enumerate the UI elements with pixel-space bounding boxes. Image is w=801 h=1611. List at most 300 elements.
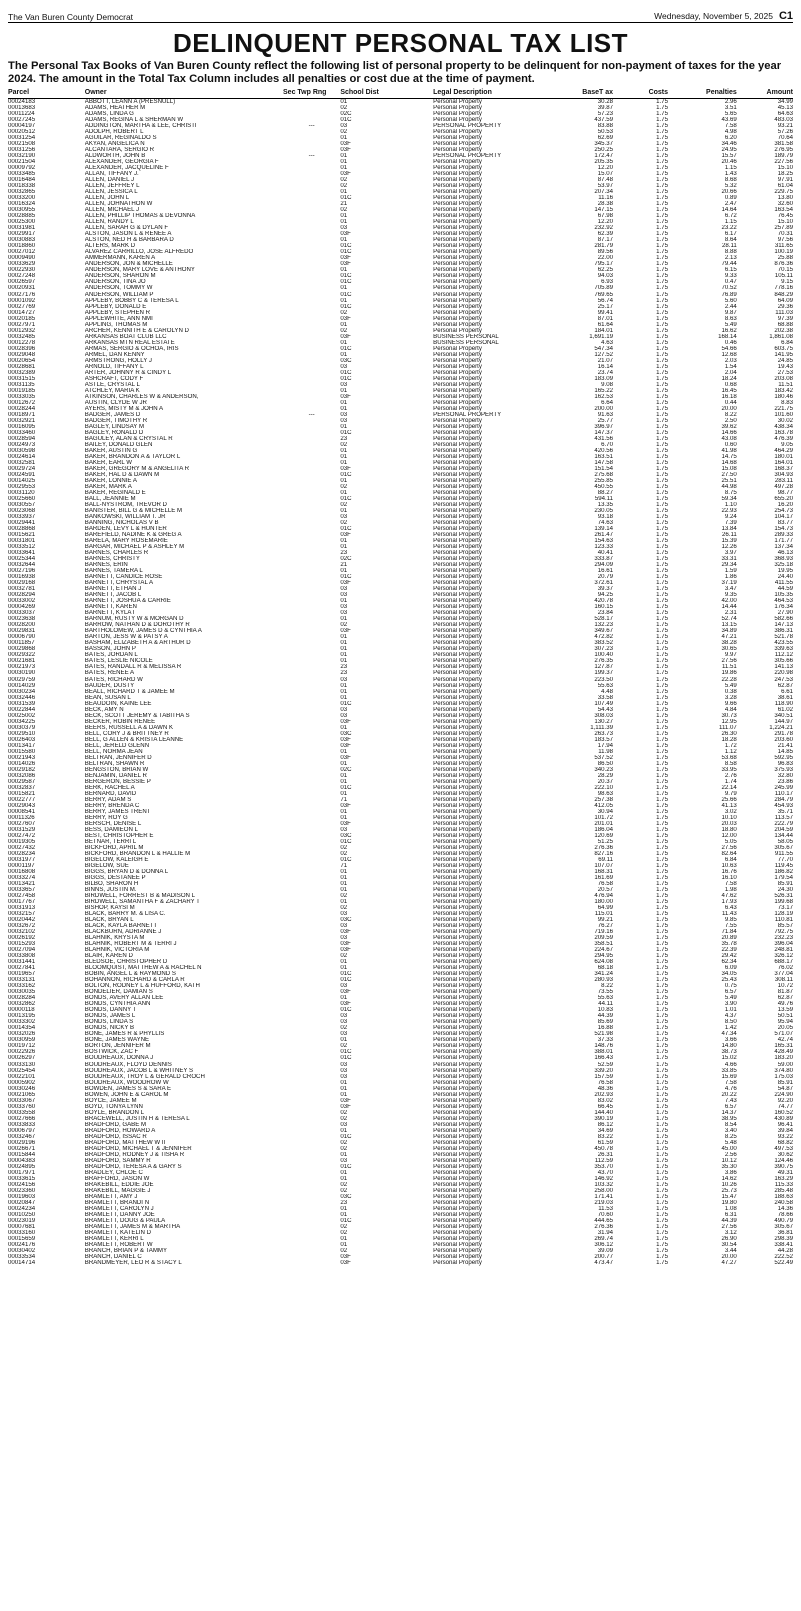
legal-description-cell: Personal Property: [433, 977, 482, 984]
amount-cell: 375.93: [774, 766, 793, 773]
school-dist-cell: 01: [340, 899, 348, 906]
owner-cell: ALDWORTH, JOHN B: [84, 153, 146, 160]
legal-description-cell: Personal Property: [433, 941, 482, 948]
penalties-cell: 20.03: [721, 820, 737, 827]
costs-cell: 1.75: [656, 435, 669, 442]
owner-cell: ATKINSON, CHARLES W & ANDERSON,: [84, 393, 199, 400]
parcel-cell: 00006790: [8, 634, 36, 641]
legal-description-cell: Personal Property: [433, 315, 482, 322]
penalties-cell: 1.10: [724, 502, 737, 509]
owner-cell: ANDERSON, WILLIAM P: [84, 291, 154, 298]
base-tax-cell: 127.52: [594, 351, 614, 358]
penalties-cell: 28.11: [721, 243, 737, 250]
base-tax-cell: 62.25: [597, 267, 614, 274]
school-dist-cell: 01C: [340, 526, 352, 533]
legal-description-cell: Personal Property: [433, 195, 482, 202]
owner-cell: AKYAN, ANGELICA N: [84, 141, 145, 148]
school-dist-cell: 02: [340, 1229, 348, 1236]
sec-twp-rng-cell: ---: [308, 123, 315, 130]
owner-cell: BONDS, NICKY B: [84, 1025, 135, 1032]
amount-cell: 141.95: [774, 351, 793, 358]
legal-description-cell: Personal Property: [433, 502, 482, 509]
penalties-cell: 30.54: [721, 1241, 737, 1248]
amount-cell: 98.77: [777, 490, 793, 497]
amount-cell: 92.20: [777, 1097, 793, 1104]
amount-cell: 160.52: [774, 1109, 793, 1116]
owner-cell: ALLEN, DANIEL J: [84, 177, 134, 184]
parcel-cell: 00031529: [8, 826, 36, 833]
amount-cell: 304.93: [774, 471, 793, 478]
parcel-cell: 00013417: [8, 742, 36, 749]
amount-cell: 188.63: [774, 1193, 793, 1200]
amount-cell: 430.89: [774, 1115, 793, 1122]
amount-cell: 338.41: [774, 1241, 793, 1248]
owner-cell: BAGULEY, ALAN & CRYSTAL R: [84, 435, 173, 442]
parcel-cell: 00028681: [8, 363, 36, 370]
costs-cell: 1.75: [656, 411, 669, 418]
amount-cell: 224.90: [774, 1091, 793, 1098]
owner-cell: BONDS, AVERY ALLAN LEE: [84, 995, 164, 1002]
parcel-cell: 00033131: [8, 977, 36, 984]
legal-description-cell: Personal Property: [433, 1121, 482, 1128]
amount-cell: 110.81: [774, 917, 793, 924]
legal-description-cell: Personal Property: [433, 1223, 482, 1230]
penalties-cell: 22.93: [721, 508, 737, 515]
base-tax-cell: 431.56: [594, 435, 614, 442]
legal-description-cell: Personal Property: [433, 682, 482, 689]
school-dist-cell: 01: [340, 1205, 348, 1212]
base-tax-cell: 162.53: [594, 393, 614, 400]
school-dist-cell: 01C: [340, 971, 352, 978]
base-tax-cell: 345.37: [594, 141, 614, 148]
costs-cell: 1.75: [656, 1055, 669, 1062]
penalties-cell: 34.46: [721, 141, 737, 148]
legal-description-cell: Personal Property: [433, 393, 482, 400]
owner-cell: BINNS, JUSTIN M.: [84, 887, 137, 894]
legal-description-cell: Personal Property: [433, 1013, 482, 1020]
owner-cell: ALLEN, JOHNATHON W: [84, 201, 153, 208]
legal-description-cell: Personal Property: [433, 766, 482, 773]
amount-cell: 396.04: [774, 941, 793, 948]
penalties-cell: 70.52: [721, 285, 737, 292]
penalties-cell: 43.08: [721, 435, 737, 442]
owner-cell: BLAHNIK, VICTORIA M: [84, 947, 150, 954]
base-tax-cell: 68.18: [597, 965, 614, 972]
base-tax-cell: 139.14: [594, 526, 614, 533]
school-dist-cell: 71: [340, 862, 348, 869]
amount-cell: 64.09: [777, 297, 793, 304]
owner-cell: BARNES, TAMERA L: [84, 568, 143, 575]
amount-cell: 390.75: [774, 1163, 793, 1170]
parcel-cell: 00020847: [8, 1199, 36, 1206]
costs-cell: 1.75: [656, 923, 669, 930]
school-dist-cell: 01: [340, 652, 348, 659]
base-tax-cell: 450.55: [594, 484, 614, 490]
amount-cell: 112.12: [774, 652, 793, 659]
base-tax-cell: 22.00: [597, 255, 614, 262]
penalties-cell: 29.34: [721, 562, 737, 569]
penalties-cell: 168.14: [718, 333, 737, 340]
parcel-cell: 00029048: [8, 351, 36, 358]
costs-cell: 1.75: [656, 423, 669, 430]
amount-cell: 45.13: [777, 105, 793, 112]
parcel-cell: 00026671: [8, 1145, 36, 1152]
owner-cell: ALEXANDER, GEORGIA F: [84, 159, 159, 166]
amount-cell: 221.75: [774, 405, 793, 412]
penalties-cell: 41.13: [721, 802, 737, 809]
parcel-cell: 00004197: [8, 123, 36, 130]
parcel-cell: 00029322: [8, 652, 36, 659]
base-tax-cell: 115.01: [594, 911, 614, 918]
parcel-cell: 00029553: [8, 484, 36, 490]
costs-cell: 1.75: [656, 1019, 669, 1026]
penalties-cell: 18.80: [721, 826, 737, 833]
owner-cell: BERRY, BRENDA C: [84, 802, 140, 809]
penalties-cell: 1.86: [724, 574, 737, 581]
owner-cell: ALCANTARA, SERGIO R: [84, 147, 155, 154]
base-tax-cell: 420.56: [594, 447, 614, 454]
school-dist-cell: 02: [340, 1139, 348, 1146]
amount-cell: 14.36: [777, 1205, 793, 1212]
costs-cell: 1.75: [656, 357, 669, 364]
owner-cell: ARMSTRONG, HOLLY J: [84, 357, 152, 364]
base-tax-cell: 93.18: [597, 514, 614, 521]
penalties-cell: 26.30: [721, 730, 737, 737]
costs-cell: 1.75: [656, 1145, 669, 1152]
parcel-cell: 00030955: [8, 207, 36, 214]
school-dist-cell: 01C: [340, 784, 352, 791]
penalties-cell: 47.21: [721, 634, 737, 641]
owner-cell: BIGGS, DESTANEE P: [84, 875, 146, 882]
owner-cell: APPLING, THOMAS M: [84, 321, 148, 328]
parcel-cell: 00032672: [8, 923, 36, 930]
base-tax-cell: 76.58: [597, 881, 614, 888]
base-tax-cell: 769.65: [594, 291, 614, 298]
base-tax-cell: 33.58: [597, 694, 614, 701]
penalties-cell: 1.08: [724, 1205, 737, 1212]
school-dist-cell: 03: [340, 676, 348, 683]
school-dist-cell: 02: [340, 1109, 348, 1116]
parcel-cell: 00029196: [8, 1139, 36, 1146]
penalties-cell: 5.05: [724, 838, 737, 845]
owner-cell: BRAMLETT, DOUG & PAULA: [84, 1217, 166, 1224]
legal-description-cell: Personal Property: [433, 520, 482, 527]
penalties-cell: 79.44: [721, 261, 737, 268]
costs-cell: 1.75: [656, 315, 669, 322]
costs-cell: 1.75: [656, 730, 669, 737]
amount-cell: 96.41: [777, 1121, 793, 1128]
school-dist-cell: 02: [340, 105, 348, 112]
penalties-cell: 19.80: [721, 1199, 737, 1206]
costs-cell: 1.75: [656, 1097, 669, 1104]
base-tax-cell: 94.25: [597, 592, 614, 599]
parcel-cell: 00032190: [8, 153, 36, 160]
legal-description-cell: Personal Property: [433, 267, 482, 274]
penalties-cell: 1.74: [724, 778, 737, 785]
sec-twp-rng-cell: ---: [308, 411, 315, 418]
costs-cell: 1.75: [656, 1229, 669, 1236]
legal-description-cell: Personal Property: [433, 447, 482, 454]
amount-cell: 308.11: [774, 977, 793, 984]
owner-cell: BARNETT, JACOB L: [84, 592, 142, 599]
penalties-cell: 12.00: [721, 832, 737, 839]
costs-cell: 1.75: [656, 285, 669, 292]
costs-cell: 1.75: [656, 766, 669, 773]
school-dist-cell: 03: [340, 826, 348, 833]
school-dist-cell: 01: [340, 165, 348, 172]
penalties-cell: 16.18: [721, 393, 737, 400]
legal-description-cell: Personal Property: [433, 526, 482, 533]
base-tax-cell: 85.69: [597, 1019, 614, 1026]
amount-cell: 9.05: [781, 441, 793, 448]
penalties-cell: 45.00: [721, 1145, 737, 1152]
legal-description-cell: Personal Property: [433, 676, 482, 683]
page-header: [8, 0, 793, 23]
penalties-cell: 3.28: [724, 694, 737, 701]
penalties-cell: 111.07: [719, 724, 737, 731]
amount-cell: 283.11: [774, 477, 793, 484]
school-dist-cell: 03F: [340, 929, 351, 936]
amount-cell: 62.87: [777, 682, 793, 689]
owner-cell: AYERS, MISTY M & JOHN A: [84, 405, 164, 412]
costs-cell: 1.75: [656, 887, 669, 894]
sec-twp-rng-cell: [283, 1260, 340, 1266]
legal-description-cell: Personal Property: [433, 772, 482, 779]
school-dist-cell: 02: [340, 893, 348, 900]
legal-description-cell: Personal Property: [433, 1145, 482, 1152]
owner-cell: BOYCE, JAMEE M: [84, 1097, 137, 1104]
legal-description-cell: Personal Property: [433, 700, 482, 707]
school-dist-cell: 01: [340, 772, 348, 779]
amount-cell: 6.61: [781, 688, 793, 695]
base-tax-cell: 263.73: [594, 730, 614, 737]
base-tax-cell: 171.41: [594, 1193, 614, 1200]
school-dist-cell: 01: [340, 285, 348, 292]
owner-cell: BETNAR, TERRI L: [84, 838, 137, 845]
penalties-cell: 1.15: [724, 219, 737, 226]
owner-cell: BRADFORD, MICHAEL T & JENNIFER: [84, 1145, 192, 1152]
costs-cell: 1.75: [656, 496, 669, 503]
base-tax-cell: 165.22: [594, 387, 614, 394]
school-dist-cell: 03F: [340, 628, 351, 635]
owner-cell: ABBOTT, LEANN A (PRESNULL): [84, 98, 176, 105]
amount-cell: 97.91: [777, 177, 793, 184]
amount-cell: 85.91: [777, 881, 793, 888]
penalties-cell: 25.66: [721, 796, 737, 803]
penalties-cell: 14.62: [721, 1175, 737, 1182]
amount-cell: 176.34: [774, 604, 793, 611]
owner-cell: BEAN, SUSAN L: [84, 694, 131, 701]
legal-description-cell: Personal Property: [433, 508, 482, 515]
legal-description-cell: Personal Property: [433, 363, 482, 370]
owner-cell: ADAMS, LINDA G: [84, 111, 134, 118]
penalties-cell: 38.73: [721, 1049, 737, 1056]
costs-cell: 1.75: [656, 742, 669, 749]
legal-description-cell: Personal Property: [433, 171, 482, 178]
penalties-cell: 1.98: [724, 887, 737, 894]
legal-description-cell: Personal Property: [433, 670, 482, 677]
parcel-cell: 00024156: [8, 1181, 36, 1188]
owner-cell: BRADFORD, MATTHEW W II: [84, 1139, 166, 1146]
penalties-cell: 16.10: [721, 875, 737, 882]
parcel-cell: 00028284: [8, 995, 36, 1002]
costs-cell: 1.75: [656, 514, 669, 521]
base-tax-cell: 12.20: [597, 165, 614, 172]
owner-cell: BLACK, KAYLA BARNETT: [84, 923, 158, 930]
penalties-cell: 6.84: [724, 856, 737, 863]
parcel-cell: 00033067: [8, 1097, 36, 1104]
school-dist-cell: 01: [340, 959, 348, 966]
penalties-cell: 39.62: [721, 423, 737, 430]
costs-cell: 1.75: [656, 98, 669, 105]
penalties-cell: 3.02: [724, 808, 737, 815]
penalties-cell: 3.40: [724, 1127, 737, 1134]
base-tax-cell: 147.58: [594, 459, 614, 466]
parcel-cell: 00009490: [8, 255, 36, 262]
parcel-cell: 00027769: [8, 303, 36, 310]
penalties-cell: 8.63: [724, 315, 737, 322]
costs-cell: 1.75: [656, 820, 669, 827]
owner-cell: BADGER, JAMES D: [84, 411, 141, 418]
legal-description-cell: Personal Property: [433, 634, 482, 641]
amount-cell: 68.88: [777, 321, 793, 328]
penalties-cell: 5.48: [724, 1139, 737, 1146]
legal-description-cell: Personal Property: [433, 989, 482, 996]
school-dist-cell: 03: [340, 712, 348, 719]
legal-description-cell: Personal Property: [433, 441, 482, 448]
school-dist-cell: 01: [340, 1091, 348, 1098]
amount-cell: 374.80: [774, 1067, 793, 1074]
parcel-cell: 00022777: [8, 796, 36, 803]
legal-description-cell: Personal Property: [433, 532, 482, 539]
base-tax-cell: 202.93: [594, 1091, 614, 1098]
amount-cell: 490.79: [774, 1217, 793, 1224]
parcel-cell: 00033833: [8, 1121, 36, 1128]
school-dist-cell: 03: [340, 592, 348, 599]
legal-description-cell: Personal Property: [433, 971, 482, 978]
parcel-cell: 00033200: [8, 195, 36, 202]
base-tax-cell: 4.63: [601, 339, 614, 346]
costs-cell: 1.75: [656, 225, 669, 232]
parcel-cell: 00023638: [8, 616, 36, 623]
school-dist-cell: 01: [340, 724, 348, 731]
school-dist-cell: 03: [340, 911, 348, 918]
legal-description-cell: Personal Property: [433, 652, 482, 659]
costs-cell: 1.75: [656, 417, 669, 424]
school-dist-cell: 01C: [340, 574, 352, 581]
costs-cell: 1.75: [656, 893, 669, 900]
base-tax-cell: 99.21: [597, 917, 614, 924]
legal-description-cell: BUSINESS PERSONAL: [433, 333, 499, 340]
amount-cell: 24.85: [777, 357, 793, 364]
base-tax-cell: 163.51: [594, 453, 614, 460]
school-dist-cell: 03: [340, 604, 348, 611]
owner-cell: ANDERSON, MARY LOVE & ANTHONY: [84, 267, 195, 274]
legal-description-cell: Personal Property: [433, 279, 482, 286]
amount-cell: 571.07: [774, 1031, 793, 1038]
owner-cell: BONDELIER, DAMIAN S: [84, 989, 153, 996]
base-tax-cell: 87.17: [597, 237, 614, 244]
school-dist-cell: 03F: [340, 147, 351, 154]
legal-description-cell: Personal Property: [433, 754, 482, 761]
legal-description-cell: Personal Property: [433, 965, 482, 972]
amount-cell: 792.75: [774, 929, 793, 936]
owner-cell: BARROW, NATHAN D & DOROTHY R: [84, 622, 190, 629]
amount-cell: 73.17: [777, 905, 793, 912]
legal-description-cell: Personal Property: [433, 141, 482, 148]
amount-cell: 62.87: [777, 995, 793, 1002]
penalties-cell: 4.98: [724, 129, 737, 136]
parcel-cell: 00033641: [8, 550, 36, 557]
legal-description-cell: Personal Property: [433, 261, 482, 268]
school-dist-cell: 01: [340, 881, 348, 888]
parcel-cell: 00030402: [8, 1247, 36, 1254]
school-dist-cell: 02: [340, 844, 348, 851]
amount-cell: 164.01: [774, 459, 793, 466]
owner-cell: BONDS, JAMES L: [84, 1013, 136, 1020]
school-dist-cell: 02: [340, 622, 348, 629]
parcel-cell: 00031120: [8, 490, 35, 497]
penalties-cell: 2.47: [724, 201, 737, 208]
costs-cell: 1.75: [656, 321, 669, 328]
costs-cell: 1.75: [656, 273, 669, 280]
base-tax-cell: 261.47: [594, 532, 614, 539]
parcel-cell: 00005902: [8, 1079, 36, 1086]
penalties-cell: 20.22: [721, 1091, 737, 1098]
base-tax-cell: 161.69: [594, 875, 614, 882]
legal-description-cell: Personal Property: [433, 1163, 482, 1170]
parcel-cell: 00032102: [8, 929, 36, 936]
base-tax-cell: 11.98: [598, 748, 614, 755]
costs-cell: 1.75: [656, 117, 669, 124]
costs-cell: 1.75: [656, 772, 669, 779]
base-tax-cell: 39.87: [597, 105, 614, 112]
penalties-cell: 12.68: [721, 351, 737, 358]
owner-cell: BARNES, CHRISTY: [84, 556, 140, 563]
costs-cell: 1.75: [656, 327, 669, 334]
amount-cell: 483.03: [774, 117, 793, 124]
base-tax-cell: 339.20: [594, 1067, 614, 1074]
costs-cell: 1.75: [656, 826, 669, 833]
publication-date: Wednesday, November 5, 2025: [654, 11, 773, 21]
school-dist-cell: 03: [340, 363, 348, 370]
school-dist-cell: 01C: [340, 429, 352, 436]
amount-cell: 70.31: [777, 231, 793, 238]
legal-description-cell: Personal Property: [433, 881, 482, 888]
owner-cell: BONE, JAMES R & PHYLLIS: [84, 1031, 165, 1038]
legal-description-cell: Personal Property: [433, 616, 482, 623]
costs-cell: 1.75: [656, 538, 669, 545]
costs-cell: 1.75: [656, 201, 669, 208]
publication-name: The Van Buren County Democrat: [8, 12, 134, 22]
costs-cell: 1.75: [656, 712, 669, 719]
legal-description-cell: Personal Property: [433, 357, 482, 364]
amount-cell: 24.40: [777, 574, 793, 581]
school-dist-cell: 03F: [340, 141, 351, 148]
school-dist-cell: 01C: [340, 369, 352, 376]
base-tax-cell: 353.70: [594, 1163, 614, 1170]
costs-cell: 1.75: [656, 592, 669, 599]
costs-cell: 1.75: [656, 802, 669, 809]
parcel-cell: 00024176: [8, 1241, 36, 1248]
owner-cell: BAKER, LONNIE A: [84, 477, 137, 484]
owner-cell: ANDERSON, TINA JO: [84, 279, 146, 286]
penalties-cell: 14.44: [721, 604, 737, 611]
legal-description-cell: Personal Property: [433, 820, 482, 827]
penalties-cell: 7.58: [724, 1079, 737, 1086]
owner-cell: ARKANSAS BOAT CLUB LLC: [84, 333, 167, 340]
penalties-cell: 2.31: [724, 610, 737, 617]
